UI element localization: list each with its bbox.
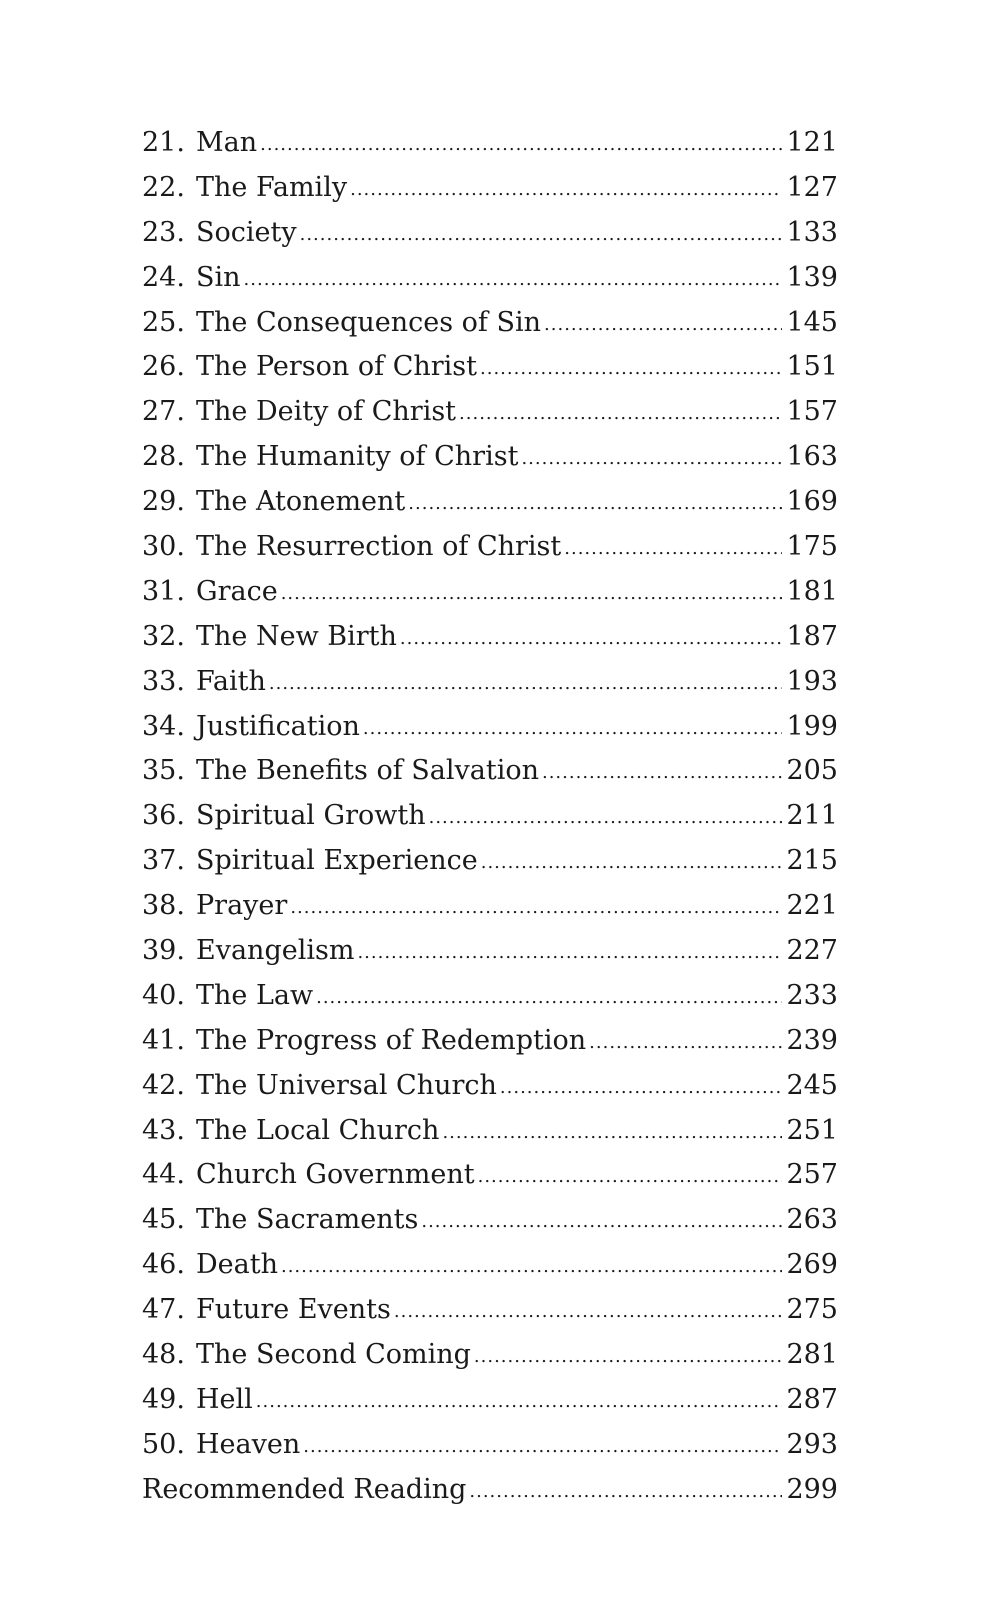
toc-entry-number: 42. bbox=[142, 1069, 185, 1101]
toc-entry-number: 21. bbox=[142, 127, 185, 158]
toc-entry bbox=[142, 1333, 838, 1378]
toc-entry-page: 287 bbox=[786, 1383, 838, 1415]
toc-entry-title: The Universal Church bbox=[196, 1069, 497, 1101]
toc-entry-recommended-reading bbox=[142, 1468, 838, 1513]
dot-leader bbox=[281, 572, 783, 617]
dot-leader bbox=[316, 976, 782, 1021]
toc-entry-title: The Atonement bbox=[196, 486, 406, 518]
toc-entry-number: 41. bbox=[142, 1024, 185, 1056]
toc-entry-page: 205 bbox=[786, 755, 838, 787]
dot-leader bbox=[408, 482, 782, 527]
dot-leader bbox=[260, 123, 782, 168]
toc-entry bbox=[142, 1198, 838, 1243]
dot-leader bbox=[429, 796, 783, 841]
toc-entry-number: 25. bbox=[142, 306, 185, 338]
toc-entry-title: Faith bbox=[196, 665, 266, 697]
dot-leader bbox=[269, 662, 783, 707]
toc-entry-title: Death bbox=[196, 1249, 278, 1281]
toc-entry-page: 199 bbox=[786, 710, 838, 742]
toc-entry bbox=[142, 1243, 838, 1288]
toc-entry-number: 29. bbox=[142, 486, 185, 518]
toc-entry-page: 157 bbox=[786, 396, 838, 428]
dot-leader bbox=[290, 886, 782, 931]
dot-leader bbox=[564, 527, 782, 572]
toc-entry-title: Man bbox=[196, 127, 258, 158]
toc-entry-number: 40. bbox=[142, 979, 185, 1011]
toc-entry-page: 121 bbox=[786, 127, 838, 158]
toc-entry-number: 32. bbox=[142, 620, 185, 652]
toc-entry-number: 24. bbox=[142, 261, 185, 293]
toc-entry-page: 269 bbox=[786, 1249, 838, 1281]
toc-entry bbox=[142, 121, 838, 166]
toc-entry-number: 49. bbox=[142, 1383, 185, 1415]
toc-entry bbox=[142, 794, 838, 839]
toc-entry-page: 187 bbox=[786, 620, 838, 652]
toc-entry bbox=[142, 749, 838, 794]
toc-entry bbox=[142, 1064, 838, 1109]
toc-entry-page: 151 bbox=[786, 351, 838, 383]
toc-entry bbox=[142, 390, 838, 435]
toc-entry-page: 233 bbox=[786, 979, 838, 1011]
toc-entry bbox=[142, 1288, 838, 1333]
toc-entry-number: 45. bbox=[142, 1204, 185, 1236]
toc-entry-number: 47. bbox=[142, 1294, 185, 1326]
toc-entry-title: Heaven bbox=[196, 1428, 301, 1460]
toc-entry-title: The Benefits of Salvation bbox=[196, 755, 539, 787]
toc-entry-title: The Local Church bbox=[196, 1114, 440, 1146]
toc-entry-page: 181 bbox=[786, 575, 838, 607]
toc-entry-title: Prayer bbox=[196, 890, 288, 922]
toc-entry-page: 239 bbox=[786, 1024, 838, 1056]
toc-entry-title: The Law bbox=[196, 979, 314, 1011]
toc-entry-number: 48. bbox=[142, 1339, 185, 1371]
dot-leader bbox=[256, 1380, 783, 1425]
toc-entry-title: The Deity of Christ bbox=[196, 396, 457, 428]
toc-entry-title: The Resurrection of Christ bbox=[196, 531, 562, 563]
toc-entry-title: Sin bbox=[196, 261, 241, 293]
toc-entry bbox=[142, 839, 838, 884]
toc-entry-number: 38. bbox=[142, 890, 185, 922]
toc-entry-page: 133 bbox=[786, 216, 838, 248]
toc-entry bbox=[142, 525, 838, 570]
toc-entry-page: 215 bbox=[786, 845, 838, 877]
toc-entry-title: The Second Coming bbox=[196, 1339, 471, 1371]
toc-entry-title: The Progress of Redemption bbox=[196, 1024, 587, 1056]
toc-entry-page: 257 bbox=[786, 1159, 838, 1191]
toc-entry bbox=[142, 301, 838, 346]
dot-leader bbox=[474, 1335, 783, 1380]
toc-entry-page: 127 bbox=[786, 171, 838, 203]
toc-entry-page: 275 bbox=[786, 1294, 838, 1326]
toc-entry-number: 33. bbox=[142, 665, 185, 697]
toc-entry-page: 169 bbox=[786, 486, 838, 518]
toc-entry bbox=[142, 1109, 838, 1154]
dot-leader bbox=[357, 931, 782, 976]
dot-leader bbox=[480, 347, 782, 392]
dot-leader bbox=[589, 1021, 782, 1066]
toc-entry bbox=[142, 1153, 838, 1198]
toc-entry-title: The New Birth bbox=[196, 620, 397, 652]
toc-entry-title: The Sacraments bbox=[196, 1204, 419, 1236]
toc-entry-number: 39. bbox=[142, 935, 185, 967]
dot-leader bbox=[481, 841, 783, 886]
toc-entry-title: The Person of Christ bbox=[196, 351, 478, 383]
toc-entry-title: The Consequences of Sin bbox=[196, 306, 542, 338]
dot-leader bbox=[244, 258, 783, 303]
toc-entry-page: 227 bbox=[786, 935, 838, 967]
table-of-contents bbox=[142, 121, 838, 1513]
toc-entry bbox=[142, 1019, 838, 1064]
toc-entry-number: 46. bbox=[142, 1249, 185, 1281]
toc-entry-title: Spiritual Experience bbox=[196, 845, 478, 877]
dot-leader bbox=[281, 1245, 782, 1290]
dot-leader bbox=[442, 1111, 782, 1156]
toc-entry bbox=[142, 435, 838, 480]
dot-leader bbox=[421, 1200, 782, 1245]
toc-entry-title: Justification bbox=[196, 710, 360, 742]
toc-entry bbox=[142, 660, 838, 705]
toc-entry-number: 26. bbox=[142, 351, 185, 383]
toc-entry-number: 44. bbox=[142, 1159, 185, 1191]
toc-entry-title: Grace bbox=[196, 575, 278, 607]
toc-entry-page: 293 bbox=[786, 1428, 838, 1460]
toc-entry-page: 281 bbox=[786, 1339, 838, 1371]
dot-leader bbox=[459, 392, 782, 437]
dot-leader bbox=[521, 437, 782, 482]
toc-entry bbox=[142, 480, 838, 525]
toc-entry bbox=[142, 974, 838, 1019]
dot-leader bbox=[500, 1066, 783, 1111]
toc-entry-title: Evangelism bbox=[196, 935, 355, 967]
toc-entry-number: 27. bbox=[142, 396, 185, 428]
toc-entry-title: Hell bbox=[196, 1383, 253, 1415]
toc-entries bbox=[142, 121, 838, 1468]
toc-entry-number: 28. bbox=[142, 441, 185, 473]
toc-entry-number: 34. bbox=[142, 710, 185, 742]
dot-leader bbox=[303, 1425, 782, 1470]
toc-entry bbox=[142, 570, 838, 615]
toc-entry-number: 30. bbox=[142, 531, 185, 563]
dot-leader bbox=[478, 1155, 783, 1200]
toc-entry bbox=[142, 705, 838, 750]
toc-entry bbox=[142, 166, 838, 211]
toc-entry-number: 50. bbox=[142, 1428, 185, 1460]
toc-entry bbox=[142, 615, 838, 660]
dot-leader bbox=[469, 1470, 782, 1515]
toc-entry-number: 35. bbox=[142, 755, 185, 787]
toc-entry-page: 175 bbox=[786, 531, 838, 563]
toc-entry bbox=[142, 345, 838, 390]
dot-leader bbox=[544, 303, 782, 348]
dot-leader bbox=[300, 213, 783, 258]
dot-leader bbox=[400, 617, 783, 662]
toc-entry-title: Future Events bbox=[196, 1294, 391, 1326]
toc-entry-page: 251 bbox=[786, 1114, 838, 1146]
toc-entry-page: 139 bbox=[786, 261, 838, 293]
toc-entry-page: 211 bbox=[786, 800, 838, 832]
toc-entry bbox=[142, 1378, 838, 1423]
toc-entry-number: 23. bbox=[142, 216, 185, 248]
toc-entry-page: 145 bbox=[786, 306, 838, 338]
toc-entry-title: The Family bbox=[196, 171, 348, 203]
toc-entry-page: 299 bbox=[786, 1473, 838, 1505]
toc-entry-page: 221 bbox=[786, 890, 838, 922]
toc-entry-number: 31. bbox=[142, 575, 185, 607]
toc-entry bbox=[142, 1423, 838, 1468]
toc-entry-number: 36. bbox=[142, 800, 185, 832]
toc-entry-title: Society bbox=[196, 216, 297, 248]
toc-entry-number: 43. bbox=[142, 1114, 185, 1146]
toc-entry-page: 245 bbox=[786, 1069, 838, 1101]
toc-entry-title: Spiritual Growth bbox=[196, 800, 426, 832]
toc-entry bbox=[142, 211, 838, 256]
toc-entry-title: Church Government bbox=[196, 1159, 475, 1191]
toc-entry-number: 22. bbox=[142, 171, 185, 203]
dot-leader bbox=[394, 1290, 783, 1335]
toc-entry-page: 263 bbox=[786, 1204, 838, 1236]
dot-leader bbox=[350, 168, 782, 213]
toc-entry-number: 37. bbox=[142, 845, 185, 877]
toc-entry bbox=[142, 929, 838, 974]
toc-entry-title: Recommended Reading bbox=[142, 1473, 467, 1505]
toc-entry-page: 193 bbox=[786, 665, 838, 697]
dot-leader bbox=[542, 751, 782, 796]
toc-entry bbox=[142, 256, 838, 301]
toc-entry-page: 163 bbox=[786, 441, 838, 473]
toc-entry-title: The Humanity of Christ bbox=[196, 441, 519, 473]
toc-entry bbox=[142, 884, 838, 929]
dot-leader bbox=[363, 707, 783, 752]
